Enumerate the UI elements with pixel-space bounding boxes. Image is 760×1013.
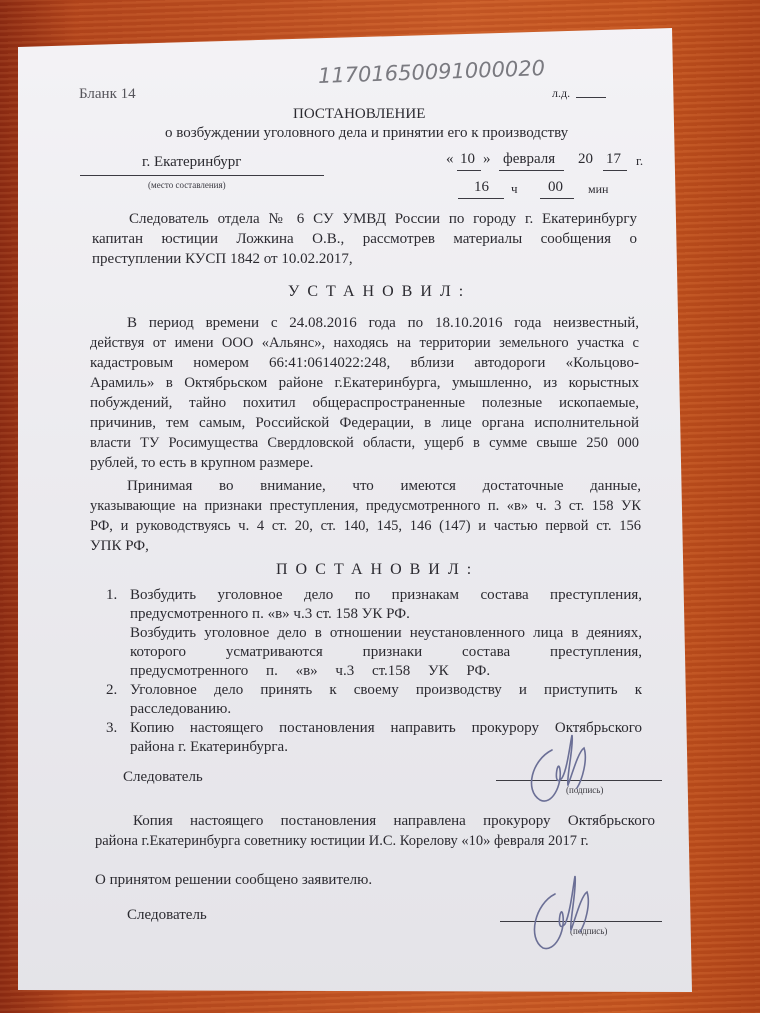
date-year-underline: [603, 170, 627, 171]
place-value: г. Екатеринбург: [142, 154, 242, 170]
ld-label: л.д.: [552, 86, 571, 100]
resolved-item-line: расследованию.: [130, 701, 232, 717]
resolved-item-number: 2.: [106, 682, 118, 698]
consideration-line: Принимая во внимание, что имеются достаточные данные,: [127, 478, 641, 494]
resolved-item-line: Возбудить уголовное дело по признакам состава преступления,: [130, 587, 642, 603]
date-year-unit: г.: [636, 153, 644, 168]
established-line: Арамиль» в Октябрьском районе г.Екатеринбурга, умышленно, из корыстных: [90, 375, 639, 391]
time-hour: 16: [474, 179, 489, 195]
document-title: ПОСТАНОВЛЕНИЕ: [293, 106, 426, 122]
resolved-item-number: 3.: [106, 720, 118, 736]
time-minute-unit: мин: [588, 182, 609, 196]
place-caption: (место составления): [148, 180, 226, 190]
established-line: кадастровым номером 66:41:0614022:248, вблизи автодороги «Кольцово-: [90, 355, 639, 371]
established-line: В период времени с 24.08.2016 года по 18.10.2016 года неизвестный,: [127, 315, 639, 331]
handwritten-case-number: 11701650091000020: [317, 56, 546, 88]
intro-line: преступлении КУСП 1842 от 10.02.2017,: [92, 251, 353, 267]
date-day: 10: [460, 151, 475, 167]
resolved-item-line: района г. Екатеринбурга.: [130, 739, 288, 755]
established-line: власти ТУ Росимущества Свердловской области, ущерб в сумме свыше 250 000: [90, 435, 639, 451]
signature-role-label: Следователь: [123, 769, 203, 785]
document-subtitle: о возбуждении уголовного дела и принятии его к производству: [165, 125, 569, 141]
consideration-line: указывающие на признаки преступления, предусмотренного п. «в» ч. 3 ст. 158 УК: [90, 498, 641, 514]
signature-role-label: Следователь: [127, 907, 207, 923]
consideration-line: РФ, и руководствуясь ч. 4 ст. 20, ст. 140, 145, 146 (147) и частью первой ст. 156: [90, 518, 641, 534]
date-year-prefix: 20: [578, 151, 593, 167]
signature-caption: (подпись): [566, 785, 604, 795]
established-line: причинив, тем самым, Российской Федерации, в лице органа исполнительной: [90, 415, 639, 431]
time-minute-underline: [540, 198, 574, 199]
resolved-item-number: 1.: [106, 587, 118, 603]
established-line: побуждений, тайно похитил общераспространенные полезные ископаемые,: [90, 395, 639, 411]
time-minute: 00: [548, 179, 563, 195]
resolved-item-line: предусмотренного п. «в» ч.3 ст. 158 УК РФ.: [130, 606, 410, 622]
resolved-item-line: Уголовное дело принять к своему производству и приступить к: [130, 682, 642, 698]
place-underline: [80, 175, 324, 176]
established-line: действуя от имени ООО «Альянс», находясь на территории земельного участка с: [90, 335, 639, 351]
date-quote-open: «: [446, 151, 454, 167]
ld-blank-line: [576, 97, 606, 98]
time-hour-unit: ч: [511, 181, 518, 196]
copy-note-line: района г.Екатеринбурга советнику юстиции И.С. Корелову «10» февраля 2017 г.: [95, 833, 589, 849]
date-month: февраля: [503, 151, 556, 167]
date-month-underline: [499, 170, 564, 171]
date-year-suffix: 17: [606, 151, 621, 167]
copy-note-line: Копия настоящего постановления направлена прокурору Октябрьского: [133, 813, 655, 829]
time-hour-underline: [458, 198, 504, 199]
signature-scribble: [522, 730, 592, 805]
date-day-underline: [457, 170, 481, 171]
date-quote-close: »: [483, 151, 491, 167]
resolved-item-line: предусмотренного п. «в» ч.3 ст.158 УК РФ.: [130, 663, 491, 679]
signature-caption: (подпись): [570, 926, 608, 936]
form-blank-label: Бланк 14: [79, 86, 136, 102]
consideration-line: УПК РФ,: [90, 538, 149, 554]
resolved-heading: ПОСТАНОВИЛ:: [276, 561, 480, 578]
established-heading: УСТАНОВИЛ:: [288, 283, 472, 300]
signature-scribble: [525, 872, 595, 952]
applicant-note: О принятом решении сообщено заявителю.: [95, 872, 373, 888]
resolved-item-line: которого усматриваются признаки состава преступления,: [130, 644, 642, 660]
resolved-item-line: Возбудить уголовное дело в отношении неустановленного лица в деяниях,: [130, 625, 642, 641]
intro-line: капитан юстиции Ложкина О.В., рассмотрев материалы сообщения о: [92, 231, 637, 247]
intro-line: Следователь отдела № 6 СУ УМВД России по городу г. Екатеринбургу: [129, 211, 637, 227]
resolved-item-line: Копию настоящего постановления направить прокурору Октябрьского: [130, 720, 642, 736]
established-line: рублей, то есть в крупном размере.: [90, 455, 314, 471]
